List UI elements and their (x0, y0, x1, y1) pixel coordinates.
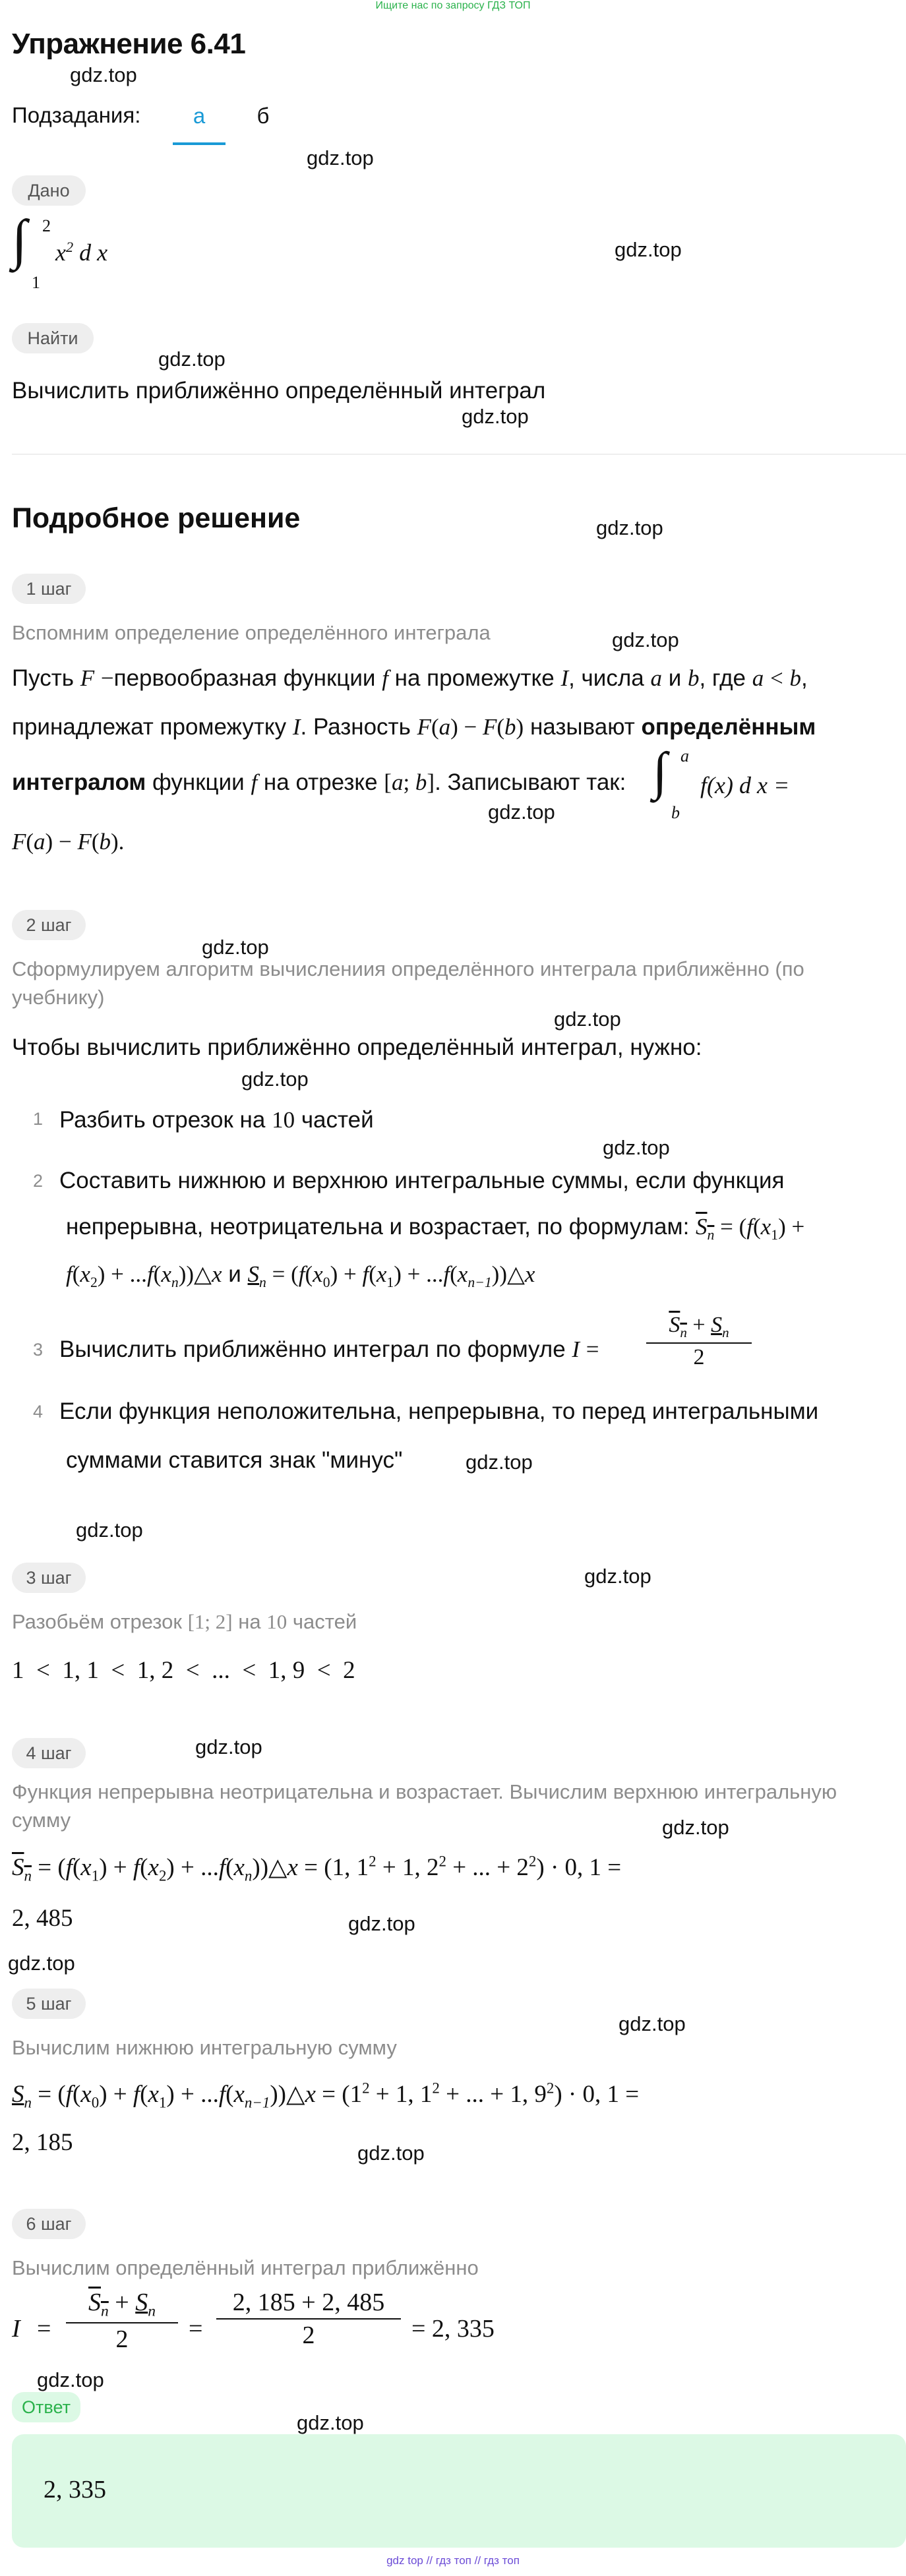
definite-integral-formula: ∫ a b f(x) d x = (653, 742, 790, 822)
answer-box (12, 2434, 906, 2548)
watermark: gdz.top (466, 1451, 533, 1474)
answer-value: 2, 335 (44, 2476, 106, 2503)
step-text: F(a) − F(b). (12, 829, 125, 854)
watermark: gdz.top (596, 516, 663, 539)
watermark: gdz.top (662, 1816, 729, 1839)
list-item: $f(x_2)$ + $...f(x_n))\triangle x$ и $S_n = (f(x_0) + f(x_1)$ + $...f(x_{n-1}))\triangle x$ (66, 1261, 535, 1290)
step-subtitle: Вычислим нижнюю интегральную сумму (12, 2036, 397, 2059)
list-item: Если функция неположительна, непрерывна, то перед интегральными (59, 1398, 819, 1424)
watermark: gdz.top (619, 2012, 686, 2035)
find-text: Вычислить приближённо определённый интеграл (12, 378, 546, 404)
step-badge: 6 шаг (12, 2209, 86, 2239)
watermark: gdz.top (195, 1735, 262, 1758)
step-badge: 3 шаг (12, 1563, 86, 1593)
tab-b[interactable]: б (257, 104, 270, 128)
list-number: 1 (33, 1109, 44, 1129)
given-badge: Дано (12, 175, 86, 206)
step-badge: 2 шаг (12, 910, 86, 940)
watermark: gdz.top (158, 347, 226, 371)
watermark: gdz.top (603, 1136, 670, 1159)
watermark: gdz.top (37, 2368, 104, 2391)
watermark: gdz.top (297, 2411, 364, 2434)
watermark: gdz.top (76, 1518, 143, 1542)
step-badge: 1 шаг (12, 574, 86, 604)
watermark: gdz.top (8, 1952, 75, 1975)
divider (12, 454, 906, 455)
footer-links[interactable]: gdz top // гдз топ // гдз топ (386, 2554, 520, 2567)
step-badge: 4 шаг (12, 1738, 86, 1768)
step-text: интегралом функции f на отрезке [a; b]. Записывают так: (12, 769, 626, 795)
answer-badge: Ответ (12, 2392, 80, 2422)
watermark: gdz.top (357, 2142, 425, 2165)
subtasks-label: Подзадания: (12, 103, 141, 127)
watermark: gdz.top (612, 628, 679, 651)
list-item: Составить нижнюю и верхнюю интегральные суммы, если функция (59, 1168, 785, 1193)
solution-heading: Подробное решение (12, 502, 301, 534)
tab-a[interactable]: а (173, 99, 226, 145)
find-badge: Найти (12, 323, 94, 353)
watermark: gdz.top (202, 936, 269, 959)
page-title: Упражнение 6.41 (12, 28, 246, 60)
watermark: gdz.top (348, 1912, 415, 1935)
lower-sum-result: 2, 185 (12, 2129, 73, 2156)
list-item: Вычислить приближённо интеграл по формуле I = (59, 1336, 599, 1362)
list-item: непрерывна, неотрицательна и возрастает, по формулам: $S_n = (f(x_1)$ + (66, 1214, 805, 1243)
partition-formula: 1 < 1, 1 < 1, 2 < ... < 1, 9 < 2 (12, 1657, 355, 1684)
step-subtitle: Вспомним определение определённого интеграла (12, 621, 491, 644)
watermark: gdz.top (488, 800, 555, 824)
upper-sum-result: 2, 485 (12, 1905, 73, 1932)
step-subtitle: Функция непрерывна неотрицательна и возрастает. Вычислим верхнюю интегральную сумму (12, 1780, 837, 1832)
average-fraction: $S_n + S_n$ 2 (646, 1312, 752, 1385)
watermark: gdz.top (241, 1067, 309, 1091)
given-integral: ∫ 2 1 $x^2$ d x (12, 209, 108, 292)
step-text: принадлежат промежутку I. Разность F(a) − F(b) называют определённым (12, 714, 816, 740)
lower-sum-formula: $S_n = (f(x_0) + f(x_1)$ + $...f(x_{n-1}))\triangle x = (1^2 + 1$, $1^2$ + ... + 1, $9^2) \cdot 0$, 1 = (12, 2080, 640, 2111)
list-number: 4 (33, 1402, 44, 1422)
list-number: 3 (33, 1340, 44, 1360)
step-text: Пусть F −первообразная функции f на промежутке I, числа a и b, где a < b, (12, 665, 808, 691)
watermark: gdz.top (70, 63, 137, 86)
watermark: gdz.top (307, 146, 374, 169)
watermark: gdz.top (584, 1565, 651, 1588)
upper-sum-formula: $S_n = (f(x_1) + f(x_2)$ + $...f(x_n))\triangle x = (1$, $1^2 + 1$, $2^2$ + ... + $2^2) \cdot 0$, 1 = (12, 1853, 622, 1884)
top-banner[interactable]: Ищите нас по запросу ГДЗ ТОП (375, 0, 531, 11)
step-badge: 5 шаг (12, 1989, 86, 2019)
watermark: gdz.top (615, 238, 682, 261)
list-item: суммами ставится знак "минус" (66, 1447, 403, 1473)
step-subtitle: Разобьём отрезок [1; 2] на 10 частей (12, 1610, 357, 1633)
watermark: gdz.top (554, 1007, 621, 1031)
final-formula: I = $S_n + S_n$ 2 = 2, 185 + 2, 485 2 = 2, 335 (12, 2289, 495, 2353)
step-text: Чтобы вычислить приближённо определённый интеграл, нужно: (12, 1034, 702, 1060)
step-subtitle: Сформулируем алгоритм вычислениия определённого интеграла приближённо (по учебнику) (12, 957, 804, 1009)
step-subtitle: Вычислим определённый интеграл приближённо (12, 2256, 479, 2279)
watermark: gdz.top (462, 405, 529, 428)
list-item: Разбить отрезок на 10 частей (59, 1107, 374, 1133)
list-number: 2 (33, 1171, 44, 1191)
